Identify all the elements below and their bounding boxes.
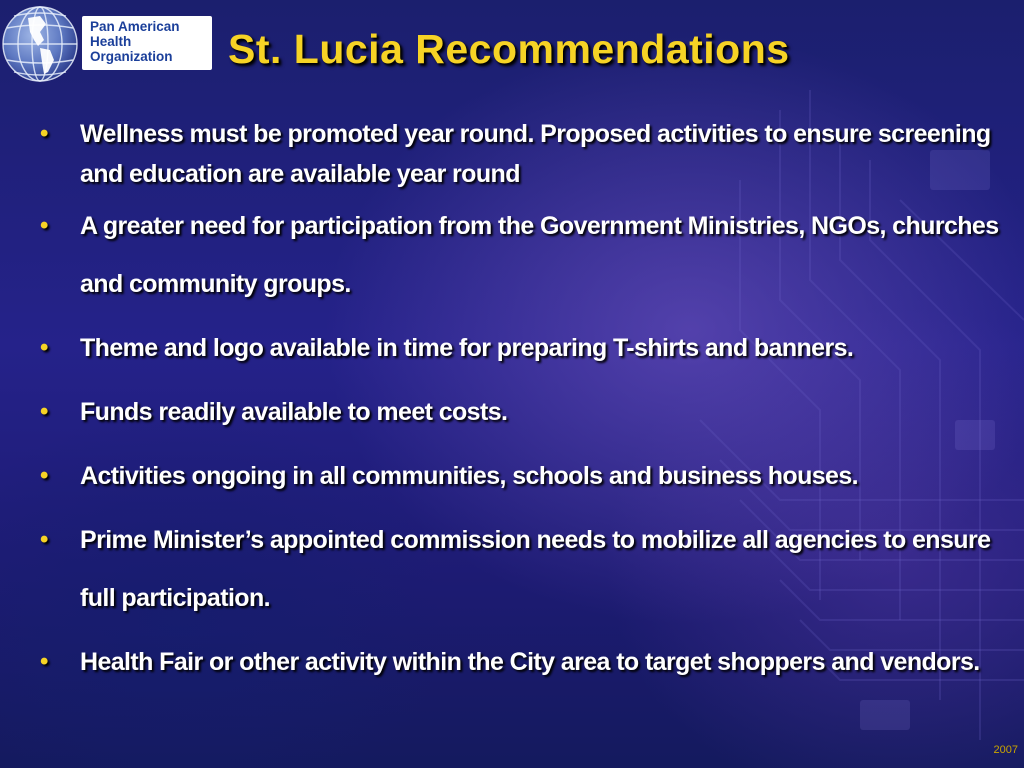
- bullet-item: [36, 383, 1018, 441]
- bullet-marker: •: [40, 212, 48, 239]
- bullet-item: [36, 511, 1018, 627]
- bullet-text: Prime Minister’s appointed commission needs to mobilize all agencies to ensure full participation.: [80, 526, 991, 612]
- logo-line-1: Pan American: [90, 19, 180, 34]
- bullet-item: [36, 114, 1018, 194]
- bullet-marker: •: [40, 526, 48, 553]
- bullet-text: Health Fair or other activity within the City area to target shoppers and vendors.: [80, 648, 980, 676]
- footer-year: 2007: [993, 744, 1018, 756]
- bullet-list: [36, 114, 1018, 691]
- bullet-marker: •: [40, 120, 48, 147]
- bullet-text: Theme and logo available in time for preparing T-shirts and banners.: [80, 334, 854, 362]
- organization-logo-text: [90, 19, 214, 64]
- bullet-text: A greater need for participation from the Government Ministries, NGOs, churches and community groups.: [80, 212, 999, 298]
- bullet-text: Wellness must be promoted year round. Proposed activities to ensure screening and education are available year round: [80, 120, 991, 188]
- bullet-item: [36, 319, 1018, 377]
- bullet-marker: •: [40, 398, 48, 425]
- bullet-text: Activities ongoing in all communities, schools and business houses.: [80, 462, 859, 490]
- bullet-marker: •: [40, 462, 48, 489]
- bullet-text: Funds readily available to meet costs.: [80, 398, 508, 426]
- bullet-marker: •: [40, 648, 48, 675]
- logo-line-2: Health: [90, 34, 132, 49]
- bullet-item: [36, 447, 1018, 505]
- logo-line-3: Organization: [90, 49, 173, 64]
- slide-title: St. Lucia Recommendations: [228, 26, 790, 72]
- globe-icon: [0, 4, 84, 84]
- bullet-item: [36, 197, 1018, 313]
- bullet-marker: •: [40, 334, 48, 361]
- bullet-item: [36, 633, 1018, 691]
